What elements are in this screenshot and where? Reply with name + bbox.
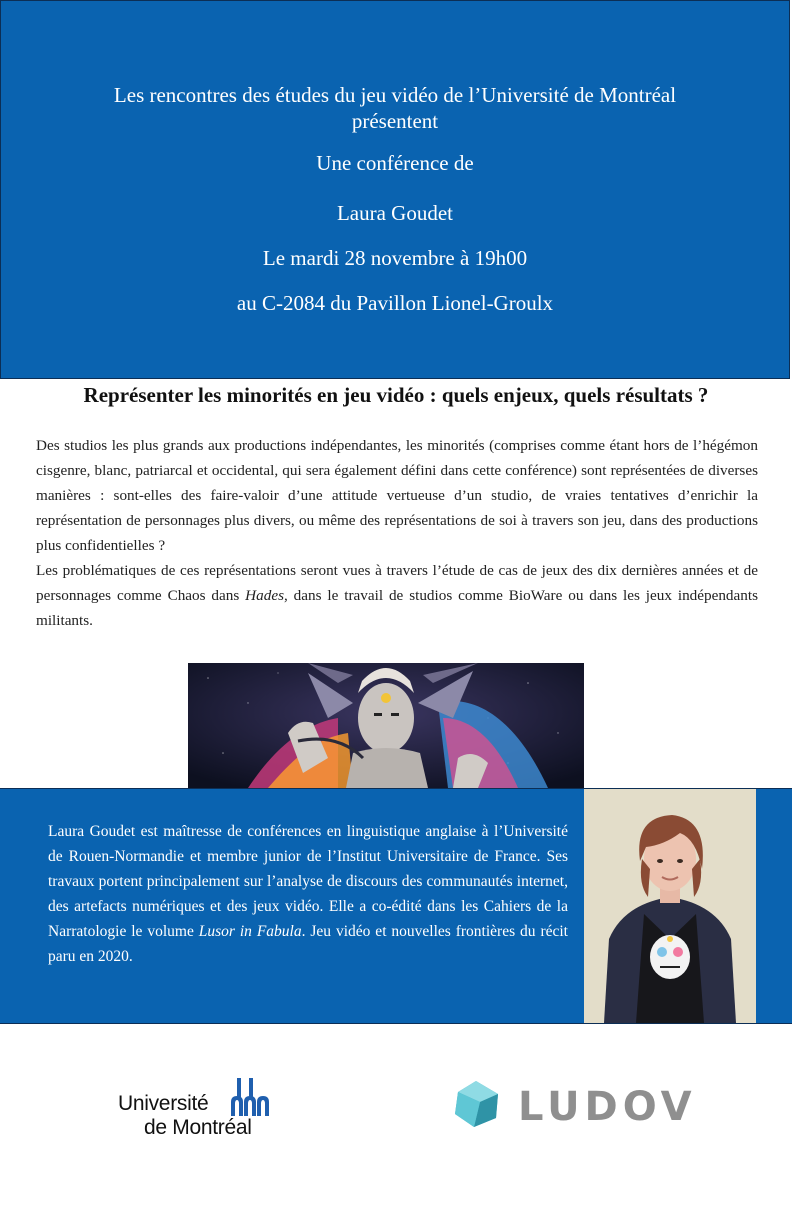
- abstract-paragraph-1: Des studios les plus grands aux productions indépendantes, les minorités (comprises comme étant hors de l’hégémon cisgenre, blanc, patriarcal et occidental, qui sera également défini dans cette conférence) sont représentées de diverses manières : sont-elles des faire-valoir d’une attitude vertueuse d’un studio, de vraies tentatives d’enrichir la représentation de personnages plus divers, ou même des représentations de soi à travers son jeu, dans des productions plus confidentielles ?: [36, 437, 758, 554]
- udem-emblem-icon: [231, 1078, 271, 1116]
- ludov-wordmark: LUDOV: [518, 1084, 697, 1130]
- speaker-portrait: [584, 789, 756, 1023]
- organizer-line: Les rencontres des études du jeu vidéo de l’Université de Montréal: [113, 83, 677, 107]
- udem-logo-line1: Université: [118, 1092, 209, 1115]
- chaos-illustration: [188, 663, 584, 788]
- event-location: au C-2084 du Pavillon Lionel-Groulx: [236, 291, 554, 315]
- bio-banner: [0, 788, 792, 1024]
- header-banner: [0, 0, 790, 379]
- ludov-logo: [452, 1080, 702, 1130]
- abstract-text: , dans le travail de studios comme BioWare ou dans les jeux indépendants militants.: [36, 587, 758, 629]
- hades-chaos-artwork: [188, 663, 584, 788]
- game-title: Hades: [245, 587, 284, 604]
- presents-line: présentent: [351, 109, 439, 133]
- conference-of-line: Une conférence de: [316, 151, 474, 175]
- abstract-paragraph-2: [36, 558, 758, 633]
- bio-text: Laura Goudet est maîtresse de conférences en linguistique anglaise à l’Université de Rouen-Normandie et membre junior de l’Institut Universitaire de France. Ses travaux portent principalement sur l’analyse de discours des communautés internet, des artefacts numériques et des jeux vidéo. Elle a co-édité dans les Cahiers de la Narratologie le volume: [48, 823, 568, 940]
- talk-title: Représenter les minorités en jeu vidéo : quels enjeux, quels résultats ?: [83, 383, 709, 407]
- ludov-polyhedron-icon: [452, 1080, 502, 1128]
- abstract-text: Les problématiques de ces représentations seront vues à travers l’étude de cas de jeux des dix dernières années et de personnages comme Chaos dans: [36, 562, 758, 604]
- speaker-name: Laura Goudet: [336, 201, 454, 225]
- udem-logo: [118, 1078, 278, 1138]
- speaker-bio: [48, 819, 568, 969]
- event-date: Le mardi 28 novembre à 19h00: [262, 246, 528, 270]
- book-title: Lusor in Fabula: [198, 923, 302, 940]
- udem-logo-line2: de Montréal: [144, 1116, 252, 1139]
- bio-text: . Jeu vidéo et nouvelles frontières du récit paru en 2020.: [48, 923, 568, 965]
- abstract: [36, 433, 758, 633]
- speaker-photo: [584, 789, 756, 1023]
